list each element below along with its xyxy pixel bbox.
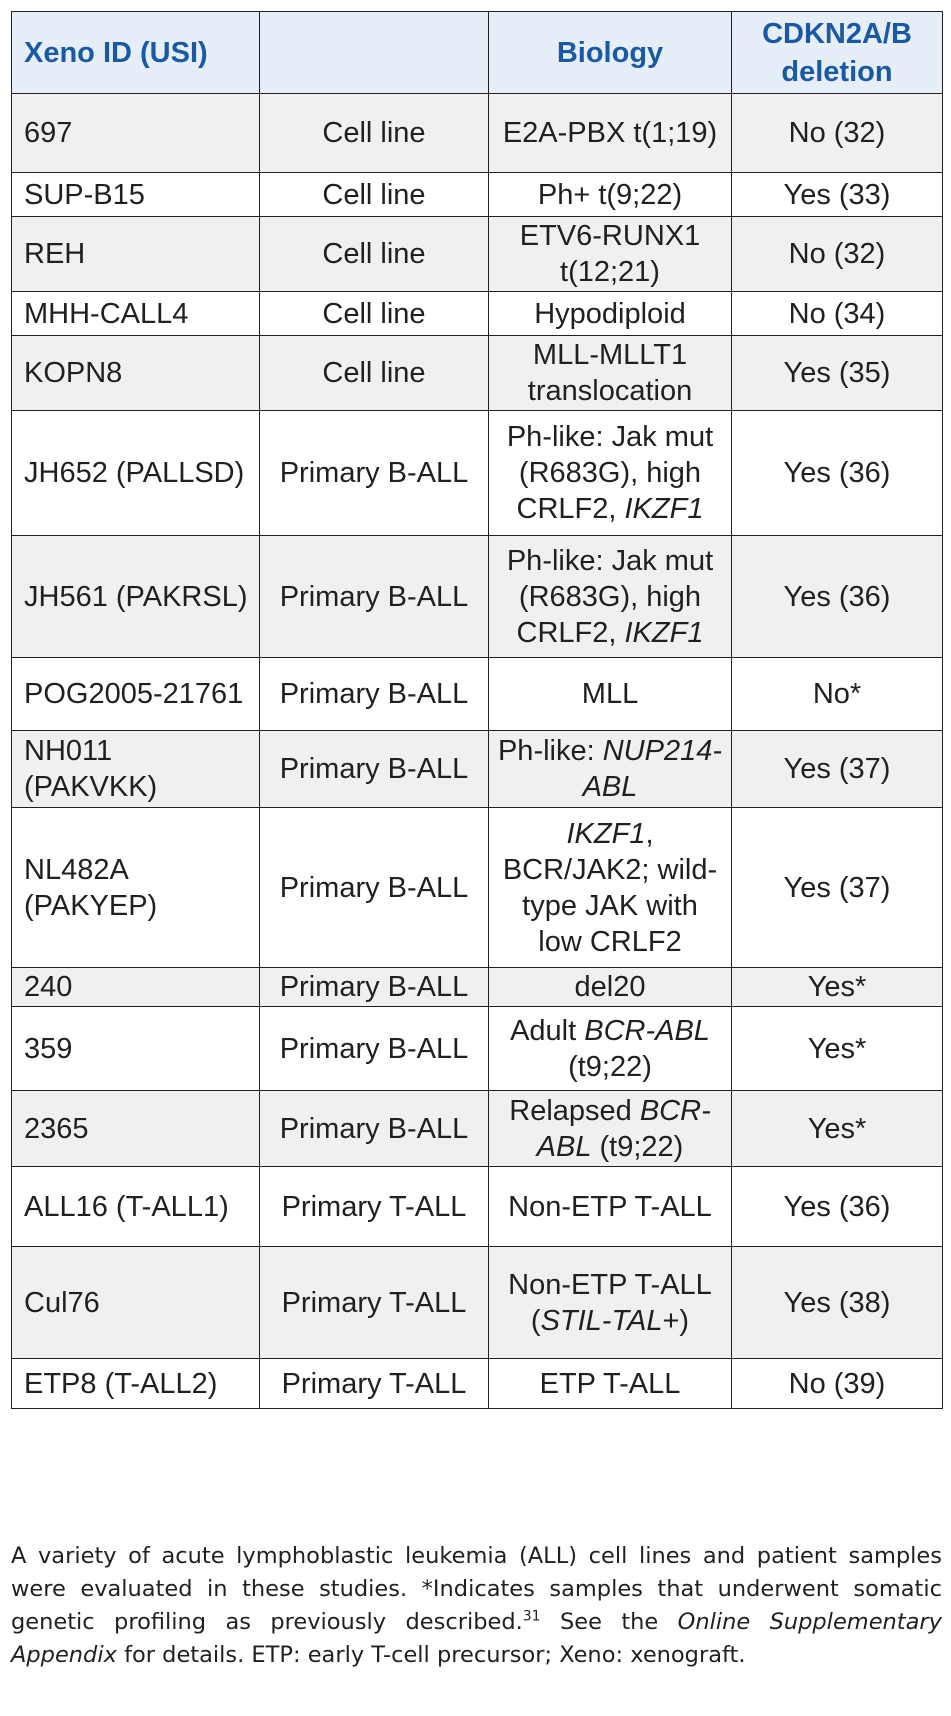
xeno-id-cell: ETP8 (T-ALL2) (12, 1359, 260, 1409)
biology-text: Non-ETP T-ALL (508, 1190, 712, 1223)
cdkn2a-deletion-cell: Yes (37) (732, 731, 943, 808)
cdkn2a-deletion-cell: No (32) (732, 217, 943, 292)
sample-type-cell: Cell line (260, 336, 489, 411)
table-body (12, 94, 943, 1409)
biology-text: Relapsed (509, 1094, 640, 1127)
table-row (12, 1091, 943, 1167)
xenograft-table (11, 11, 943, 1409)
sample-type-cell: Primary T-ALL (260, 1359, 489, 1409)
biology-cell (489, 1359, 732, 1409)
xeno-id-cell: Cul76 (12, 1247, 260, 1359)
sample-type-cell: Primary B-ALL (260, 411, 489, 536)
cdkn2a-deletion-cell: Yes* (732, 1091, 943, 1167)
cdkn2a-deletion-cell: Yes (36) (732, 411, 943, 536)
cdkn2a-deletion-cell: No (39) (732, 1359, 943, 1409)
header-xeno-id: Xeno ID (USI) (12, 12, 260, 94)
biology-cell (489, 173, 732, 217)
sample-type-cell: Cell line (260, 173, 489, 217)
cdkn2a-deletion-cell: Yes (36) (732, 536, 943, 658)
sample-type-cell: Cell line (260, 292, 489, 336)
xeno-id-cell: NL482A (PAKYEP) (12, 808, 260, 968)
xeno-id-cell: JH652 (PALLSD) (12, 411, 260, 536)
xeno-id-cell: JH561 (PAKRSL) (12, 536, 260, 658)
biology-cell (489, 658, 732, 731)
table-row (12, 217, 943, 292)
caption-reference: 31 (522, 1608, 541, 1625)
xeno-id-cell: 697 (12, 94, 260, 173)
biology-text: del20 (574, 971, 646, 1003)
table-row (12, 968, 943, 1007)
biology-cell (489, 968, 732, 1007)
biology-italic-text: IKZF1 (566, 817, 646, 850)
biology-cell (489, 1247, 732, 1359)
biology-text-after: +) (662, 1304, 690, 1337)
biology-cell (489, 292, 732, 336)
biology-cell (489, 1091, 732, 1167)
sample-type-cell: Primary T-ALL (260, 1167, 489, 1247)
biology-text: MLL (581, 678, 639, 710)
table-row (12, 808, 943, 968)
header-biology: Biology (489, 12, 732, 94)
table-caption (11, 1540, 942, 1672)
biology-italic-text: BCR-ABL (584, 1014, 710, 1047)
biology-text: Ph-like: Jak mut (R683G), high CRLF2, (506, 544, 714, 649)
biology-text-after: (t9;22) (591, 1130, 684, 1163)
caption-supplement-link: Online Supplementary Appendix (11, 1609, 942, 1668)
biology-cell (489, 411, 732, 536)
table-row (12, 1167, 943, 1247)
biology-cell (489, 94, 732, 173)
cdkn2a-deletion-cell: Yes (35) (732, 336, 943, 411)
cdkn2a-deletion-cell: No (32) (732, 94, 943, 173)
table-row (12, 292, 943, 336)
cdkn2a-deletion-cell: No* (732, 658, 943, 731)
sample-type-cell: Cell line (260, 94, 489, 173)
sample-type-cell: Primary B-ALL (260, 1007, 489, 1091)
biology-cell (489, 731, 732, 808)
xeno-id-cell: 240 (12, 968, 260, 1007)
cdkn2a-deletion-cell: Yes* (732, 1007, 943, 1091)
sample-type-cell: Cell line (260, 217, 489, 292)
biology-text: ETV6-RUNX1 t(12;21) (519, 220, 701, 288)
table-row (12, 658, 943, 731)
biology-text: Ph-like: Jak mut (R683G), high CRLF2, (506, 421, 714, 525)
table-row (12, 1247, 943, 1359)
xeno-id-cell: MHH-CALL4 (12, 292, 260, 336)
biology-cell (489, 1007, 732, 1091)
biology-text: MLL-MLLT1 translocation (527, 339, 693, 407)
biology-italic-text: BCR-ABL (536, 1094, 711, 1163)
biology-text: Adult (510, 1014, 585, 1047)
table-row (12, 173, 943, 217)
sample-type-cell: Primary B-ALL (260, 1091, 489, 1167)
biology-text: E2A-PBX t(1;19) (502, 117, 718, 149)
biology-italic-text: NUP214-ABL (582, 735, 723, 803)
biology-text: Non-ETP T-ALL ( (508, 1268, 712, 1337)
biology-text-after: (t9;22) (568, 1050, 652, 1083)
header-cdkn2a-deletion: CDKN2A/B deletion (732, 12, 943, 94)
biology-cell (489, 808, 732, 968)
biology-italic-text: IKZF1 (624, 493, 704, 525)
xeno-id-cell: 2365 (12, 1091, 260, 1167)
xeno-id-cell: NH011 (PAKVKK) (12, 731, 260, 808)
xeno-id-cell: ALL16 (T-ALL1) (12, 1167, 260, 1247)
sample-type-cell: Primary B-ALL (260, 731, 489, 808)
caption-text-1: A variety of acute lymphoblastic leukemia (ALL) cell lines and patient samples were evaluated in these studies. *Indicates samples that underwent somatic genetic profiling as previously described. (11, 1543, 942, 1635)
biology-text-after: , BCR/JAK2; wild-type JAK with low CRLF2 (502, 817, 718, 958)
cdkn2a-deletion-cell: Yes (33) (732, 173, 943, 217)
xeno-id-cell: REH (12, 217, 260, 292)
table-row (12, 94, 943, 173)
biology-cell (489, 336, 732, 411)
table-row (12, 731, 943, 808)
table-row (12, 536, 943, 658)
table-row (12, 1007, 943, 1091)
header-sample-type (260, 12, 489, 94)
biology-text: Ph+ t(9;22) (537, 178, 683, 211)
cdkn2a-deletion-cell: Yes* (732, 968, 943, 1007)
biology-italic-text: IKZF1 (624, 616, 704, 649)
sample-type-cell: Primary T-ALL (260, 1247, 489, 1359)
sample-type-cell: Primary B-ALL (260, 658, 489, 731)
cdkn2a-deletion-cell: Yes (38) (732, 1247, 943, 1359)
table-row (12, 1359, 943, 1409)
biology-cell (489, 217, 732, 292)
cdkn2a-deletion-cell: Yes (36) (732, 1167, 943, 1247)
sample-type-cell: Primary B-ALL (260, 536, 489, 658)
table-container (11, 11, 942, 1409)
sample-type-cell: Primary B-ALL (260, 808, 489, 968)
biology-text: Hypodiploid (534, 297, 686, 330)
xeno-id-cell: 359 (12, 1007, 260, 1091)
xeno-id-cell: KOPN8 (12, 336, 260, 411)
xeno-id-cell: POG2005-21761 (12, 658, 260, 731)
table-row (12, 411, 943, 536)
cdkn2a-deletion-cell: No (34) (732, 292, 943, 336)
xeno-id-cell: SUP-B15 (12, 173, 260, 217)
caption-text-3: for details. ETP: early T-cell precursor; Xeno: xenograft. (116, 1642, 746, 1668)
biology-cell (489, 536, 732, 658)
sample-type-cell: Primary B-ALL (260, 968, 489, 1007)
cdkn2a-deletion-cell: Yes (37) (732, 808, 943, 968)
header-row (12, 12, 943, 94)
biology-text: Ph-like: (497, 735, 603, 767)
biology-italic-text: STIL-TAL (540, 1304, 663, 1337)
biology-cell (489, 1167, 732, 1247)
biology-text: ETP T-ALL (539, 1367, 681, 1400)
caption-text-2: See the (540, 1609, 678, 1635)
table-row (12, 336, 943, 411)
